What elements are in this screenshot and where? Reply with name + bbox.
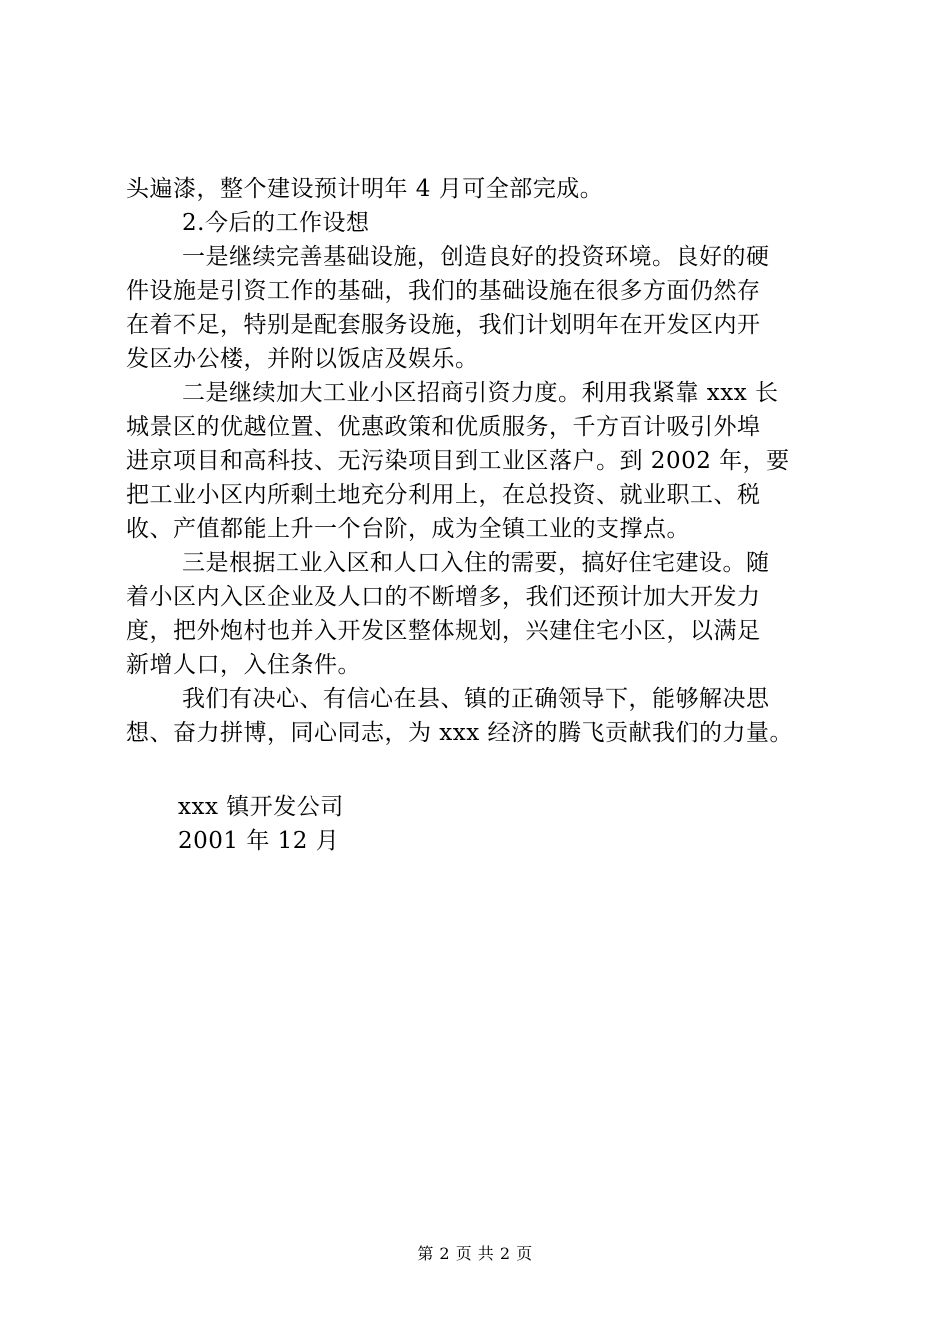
signature-organization: xxx 镇开发公司 [178, 794, 344, 820]
text-line: 把工业小区内所剩土地充分利用上，在总投资、就业职工、税 [126, 482, 761, 508]
spacer [126, 750, 846, 790]
text-line: 三是根据工业入区和人口入住的需要，搞好住宅建设。随 [182, 550, 770, 576]
text-line: 一是继续完善基础设施，创造良好的投资环境。良好的硬 [182, 244, 770, 270]
text-line: 我们有决心、有信心在县、镇的正确领导下，能够解决思 [182, 686, 770, 712]
text-line: 头遍漆，整个建设预计明年 4 月可全部完成。 [126, 176, 604, 202]
text-line: 发区办公楼，并附以饭店及娱乐。 [126, 346, 479, 372]
signature-date: 2001 年 12 月 [178, 828, 340, 854]
text-line: 着小区内入区企业及人口的不断增多，我们还预计加大开发力 [126, 584, 761, 610]
document-body [126, 172, 846, 858]
text-line: 二是继续加大工业小区招商引资力度。利用我紧靠 xxx 长 [182, 380, 779, 406]
text-line: 城景区的优越位置、优惠政策和优质服务，千方百计吸引外埠 [126, 414, 761, 440]
text-line: 想、奋力拼博，同心同志，为 xxx 经济的腾飞贡献我们的力量。 [126, 720, 794, 746]
text-line: 度，把外炮村也并入开发区整体规划，兴建住宅小区，以满足 [126, 618, 761, 644]
text-line: 进京项目和高科技、无污染项目到工业区落户。到 2002 年，要 [126, 448, 790, 474]
text-line: 新增人口，入住条件。 [126, 652, 361, 678]
text-line: 件设施是引资工作的基础，我们的基础设施在很多方面仍然存 [126, 278, 761, 304]
page-number-footer: 第 2 页 共 2 页 [417, 1244, 533, 1263]
text-line: 收、产值都能上升一个台阶，成为全镇工业的支撑点。 [126, 516, 690, 542]
section-heading: 2.今后的工作设想 [182, 210, 370, 236]
text-line: 在着不足，特别是配套服务设施，我们计划明年在开发区内开 [126, 312, 761, 338]
